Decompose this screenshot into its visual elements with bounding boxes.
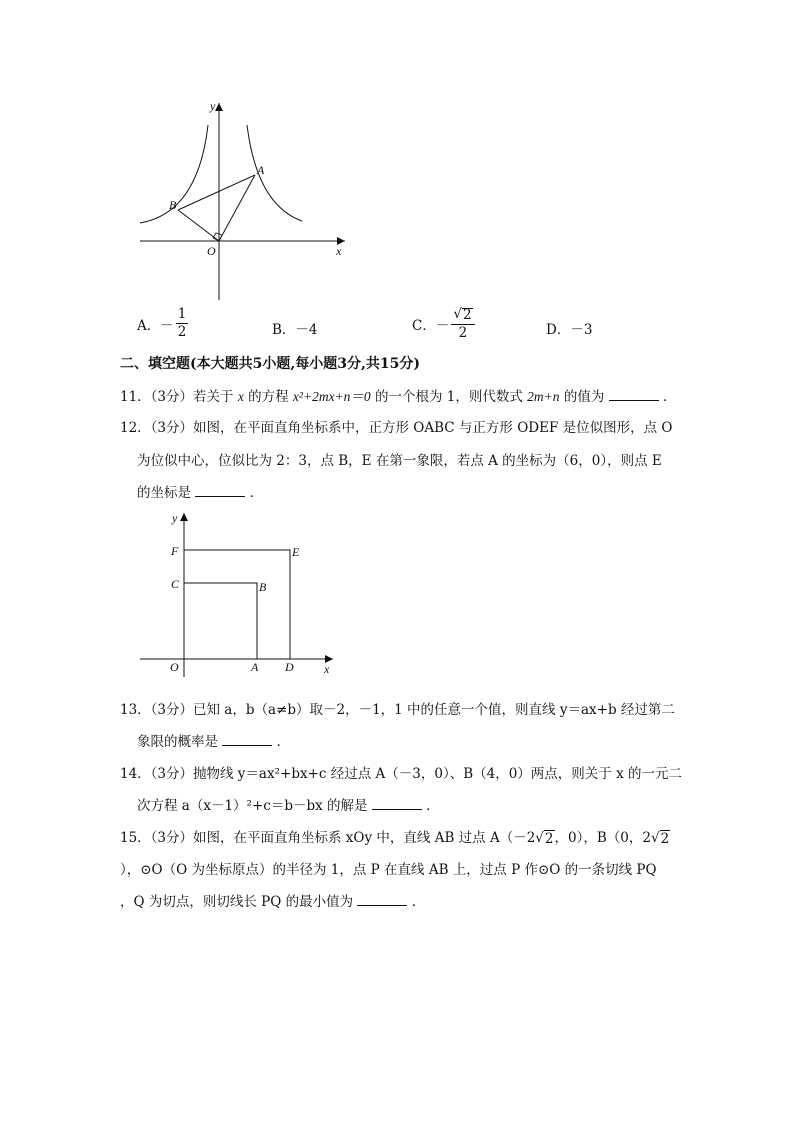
- q12-answer-blank[interactable]: [195, 484, 245, 497]
- option-c-sqrt: √ 2: [453, 306, 472, 323]
- q14-line2-text: 次方程 a（x－1）²+c＝b－bx 的解是: [137, 798, 368, 814]
- label-b: B: [259, 580, 267, 594]
- q12-line3-text: 的坐标是: [137, 485, 191, 501]
- label-d: D: [285, 660, 294, 674]
- q15-sqrt-a: √ 2: [535, 830, 554, 847]
- q11-equation: x²+2mx+n＝0: [292, 389, 371, 404]
- q11-prefix: 11．（3分）若关于: [120, 389, 234, 405]
- square-odef: [184, 550, 290, 659]
- y-axis-arrow: [180, 513, 188, 521]
- q14-line2: [137, 794, 440, 814]
- option-a-sign: －: [160, 317, 174, 334]
- y-axis-arrow: [215, 103, 223, 111]
- option-b-value: －4: [295, 322, 318, 338]
- label-a: A: [251, 660, 259, 674]
- q15-radicand-b: 2: [660, 831, 670, 847]
- q13-line1: 13．（3分）已知 a，b（a≠b）取－2，－1，1 中的任意一个值，则直线 y＝ax+b 经过第二: [120, 702, 675, 718]
- label-a: A: [257, 163, 265, 177]
- option-a-fraction: [176, 308, 189, 339]
- q14-end: ．: [426, 798, 440, 814]
- q14-line1: 14．（3分）抛物线 y＝ax²+bx+c 经过点 A（－3，0）、B（4，0）两点，则关于 x 的一元二: [120, 766, 683, 782]
- label-f: F: [171, 544, 179, 558]
- label-x: x: [336, 244, 342, 258]
- q13-answer-blank[interactable]: [222, 733, 272, 746]
- q15-line1: [120, 826, 670, 847]
- q15-end: ．: [411, 894, 426, 910]
- option-d-letter: D．: [546, 322, 571, 338]
- q14-answer-blank[interactable]: [372, 797, 422, 810]
- q13-end: ．: [276, 734, 291, 750]
- option-c-numerator: [451, 308, 474, 325]
- q12-line1: 12．（3分）如图，在平面直角坐标系中，正方形 OABC 与正方形 ODEF 是位似图形，点 O: [120, 420, 673, 436]
- option-c-sign: －: [435, 318, 450, 334]
- option-c-letter: C．: [412, 318, 436, 334]
- option-c-denominator: 2: [458, 324, 468, 341]
- q15-radicand-a: 2: [544, 831, 554, 847]
- label-b: B: [169, 198, 177, 212]
- q11-mid1: 的方程: [248, 389, 289, 405]
- label-x: x: [324, 662, 330, 676]
- label-o: O: [207, 244, 216, 258]
- q15-line3: [120, 890, 425, 910]
- label-y: y: [210, 99, 216, 113]
- q12-line2: 为位似中心，位似比为 2：3，点 B，E 在第一象限，若点 A 的坐标为（6，0），则点 E: [137, 453, 662, 469]
- segment-ab: [178, 175, 255, 210]
- question-11: [120, 385, 676, 405]
- label-o: O: [170, 660, 179, 674]
- q15-line2: ），⊙O（O 为坐标原点）的半径为 1，点 P 在直线 AB 上，过点 P 作⊙O 的一条切线 PQ: [120, 862, 657, 878]
- q11-answer-blank[interactable]: [609, 388, 659, 401]
- hyperbola-right-branch: [247, 125, 302, 221]
- q12-line3: [137, 481, 263, 501]
- square-oabc: [184, 583, 257, 659]
- option-a-numerator: 1: [177, 306, 187, 322]
- q13-line2-text: 象限的概率是: [137, 734, 218, 750]
- label-y: y: [172, 511, 178, 525]
- label-c: C: [171, 577, 180, 591]
- q15-line1b: ，0），B（0，2: [554, 830, 651, 846]
- option-b: [272, 318, 318, 338]
- option-c-fraction: [451, 308, 474, 340]
- q11-x: x: [237, 389, 244, 404]
- q11-end: ．: [662, 389, 677, 405]
- option-d: [546, 318, 592, 338]
- segment-oa: [219, 175, 255, 241]
- segment-ob: [178, 210, 219, 241]
- q15-answer-blank[interactable]: [357, 893, 407, 906]
- option-a: [137, 308, 188, 339]
- option-c: [412, 308, 475, 340]
- option-d-value: －3: [570, 322, 593, 338]
- figure-hyperbola: [130, 95, 360, 305]
- option-a-letter: A．: [137, 317, 161, 334]
- label-e: E: [292, 545, 300, 559]
- section-title: 二、填空题(本大题共5小题,每小题3分,共15分): [120, 356, 420, 372]
- q13-line2: [137, 730, 290, 750]
- q15-sqrt-b: √ 2: [650, 830, 670, 847]
- option-c-radicand: 2: [462, 307, 472, 323]
- q11-suffix: 的值为: [563, 389, 605, 405]
- q15-line1a: 15．（3分）如图，在平面直角坐标系 xOy 中，直线 AB 过点 A（－2: [120, 830, 536, 846]
- q15-line3-text: ，Q 为切点，则切线长 PQ 的最小值为: [120, 894, 354, 910]
- q12-end: ．: [249, 485, 264, 501]
- option-a-denominator: 2: [177, 323, 187, 340]
- figure-squares-svg: [135, 505, 345, 685]
- q11-expression: 2m+n: [527, 389, 560, 404]
- q11-mid2: 的一个根为 1，则代数式: [374, 389, 523, 405]
- option-b-letter: B．: [272, 322, 296, 338]
- figure-squares: [135, 505, 345, 685]
- figure-hyperbola-svg: [130, 95, 360, 305]
